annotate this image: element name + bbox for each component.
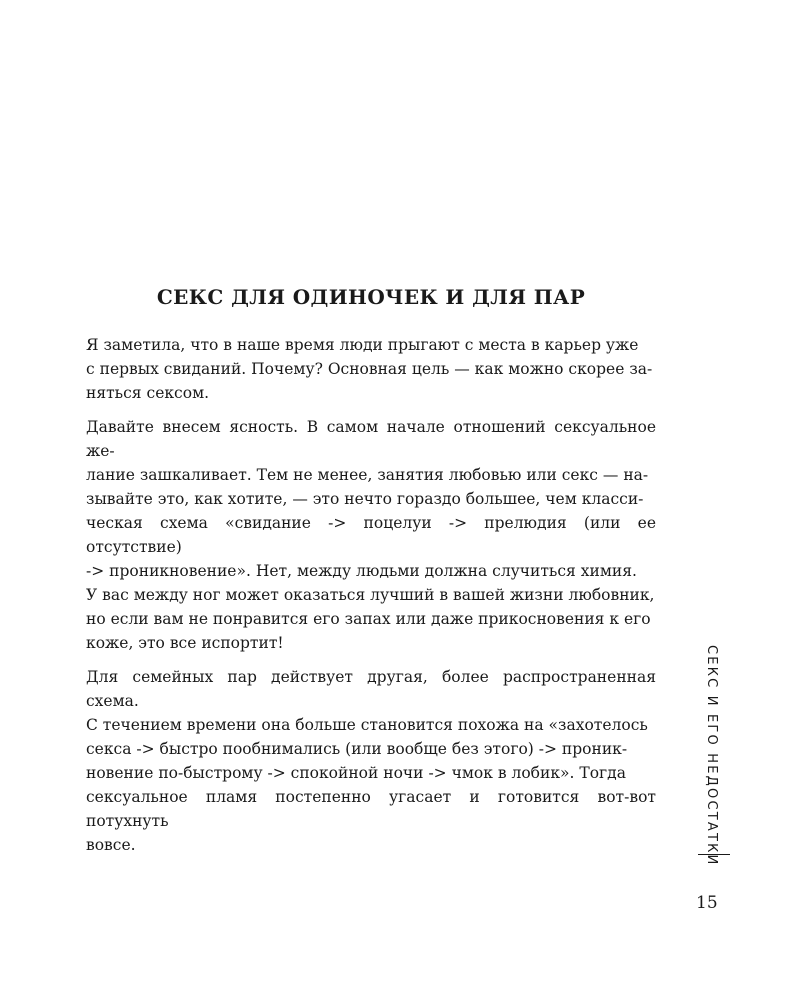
paragraph-2: Давайте внесем ясность. В самом начале отношений сексуальное же- лание зашкаливает. Тем не менее, занятия любовью или секс — на- зывайте это, как хотите, — это нечто гораздо большее, чем класси- ческая схема «свидание -> поцелуи -> прелюдия (или ее отсутствие) -> проникновение». Нет, между людьми должна случиться химия. У вас между ног может оказаться лучший в вашей жизни любовник, но если вам не понравится его запах или даже прикосновения к его коже, это все испортит! (86, 418, 656, 652)
page-number: 15 (696, 893, 718, 913)
running-head: СЕКС И ЕГО НЕДОСТАТКИ (704, 645, 719, 867)
running-head-rule (698, 854, 730, 855)
chapter-heading: СЕКС ДЛЯ ОДИНОЧЕК И ДЛЯ ПАР (156, 285, 586, 309)
paragraph-1: Я заметила, что в наше время люди прыгают с места в карьер уже с первых свиданий. Почему? Основная цель — как можно скорее за- няться сексом. (86, 336, 653, 402)
body-text (86, 333, 656, 867)
paragraph-3: Для семейных пар действует другая, более распространенная схема. С течением времени она больше становится похожа на «захотелось секса -> быстро пообнимались (или вообще без этого) -> проник- новение по-быстрому -> спокойной ночи -> чмок в лобик». Тогда сексуальное пламя постепенно угасает и готовится вот-вот потухнуть вовсе. (86, 668, 656, 854)
